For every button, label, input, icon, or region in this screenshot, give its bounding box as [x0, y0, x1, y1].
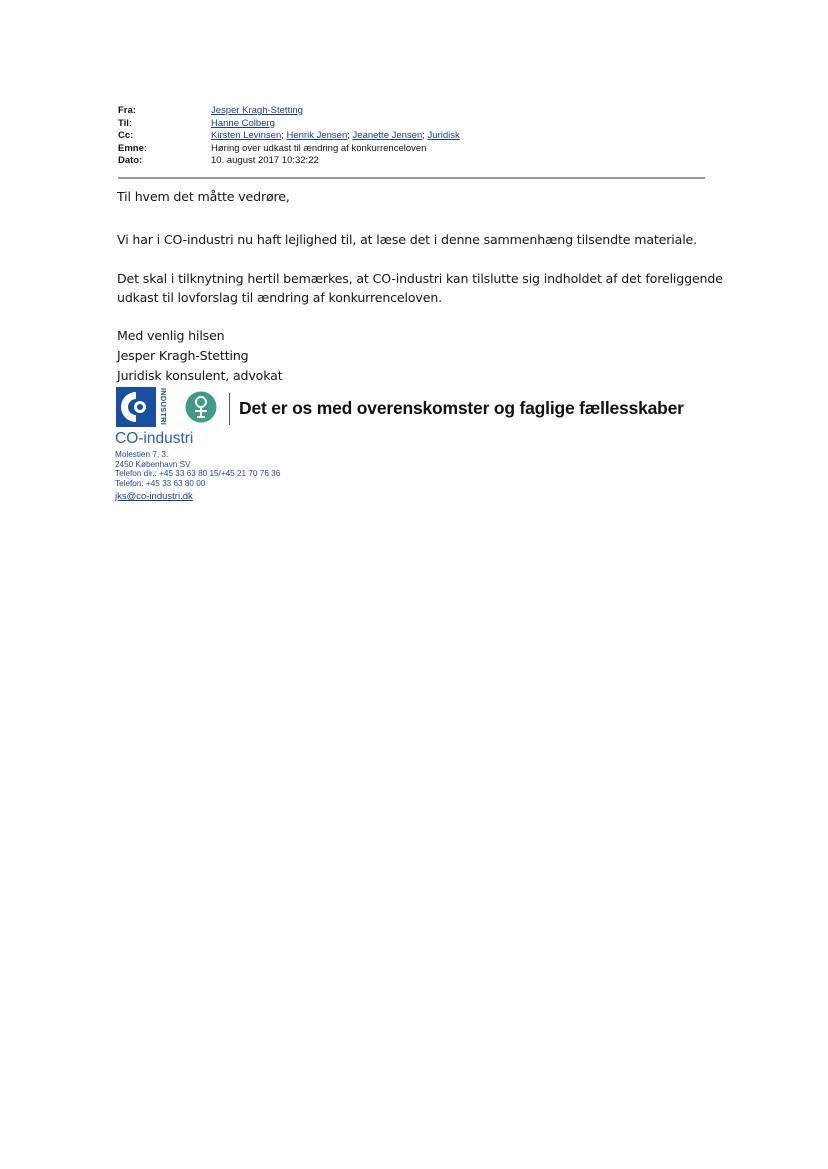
logo-divider — [229, 393, 230, 425]
cc-row — [118, 130, 708, 143]
co-industri-logo-icon — [116, 387, 156, 427]
cc-label: Cc: — [118, 130, 134, 142]
subject-label: Emne: — [118, 142, 148, 154]
cc-separator: ; — [347, 130, 350, 142]
cc-link[interactable]: Juridisk — [427, 130, 460, 142]
brand-name: CO-industri — [115, 430, 194, 447]
paragraph-2-line-2: udkast til lovforslag til ændring af konkurrenceloven. — [117, 290, 443, 305]
date-value: 10. august 2017 10:32:22 — [211, 155, 319, 167]
address-line-2: 2450 København SV — [115, 459, 191, 469]
leaf-emblem-icon — [185, 391, 217, 423]
to-link[interactable]: Hanne Colberg — [211, 117, 275, 129]
address-line-1: Molestien 7, 3. — [115, 450, 169, 459]
cc-link[interactable]: Jeanette Jensen — [352, 130, 423, 142]
phone: Telefon: +45 33 63 80 00 — [115, 478, 206, 488]
sender-name: Jesper Kragh-Stetting — [117, 348, 249, 363]
from-link[interactable]: Jesper Kragh-Stetting — [211, 105, 303, 116]
paragraph-1: Vi har i CO-industri nu haft lejlighed til, at læse det i denne sammenhæng tilsendte materiale. — [117, 232, 698, 247]
phone-direct: Telefon dir.: +45 33 63 80 15/+45 21 70 76 36 — [115, 469, 281, 478]
sender-title: Juridisk konsulent, advokat — [117, 368, 283, 383]
to-row — [118, 118, 708, 131]
cc-link[interactable]: Kirsten Levinsen — [211, 130, 282, 142]
greeting: Til hvem det måtte vedrøre, — [117, 189, 290, 204]
cc-separator: ; — [422, 130, 425, 142]
logo-vertical-text: INDUSTRI — [159, 388, 168, 426]
email-header — [118, 105, 708, 168]
header-divider — [118, 177, 705, 179]
cc-separator: ; — [281, 130, 284, 142]
cc-link[interactable]: Henrik Jensen — [286, 130, 348, 142]
date-row — [118, 155, 708, 168]
from-label: Fra: — [118, 105, 136, 116]
closing: Med venlig hilsen — [117, 328, 225, 343]
email-link[interactable]: jks@co-industri.dk — [115, 491, 193, 502]
date-label: Dato: — [118, 155, 143, 167]
from-row — [118, 105, 708, 118]
subject-value: Høring over udkast til ændring af konkurrenceloven — [211, 142, 427, 154]
paragraph-2-line-1: Det skal i tilknytning hertil bemærkes, at CO-industri kan tilslutte sig indholdet af det foreliggende — [117, 271, 723, 286]
slogan: Det er os med overenskomster og faglige fællesskaber — [239, 398, 684, 418]
subject-row — [118, 143, 708, 156]
to-label: Til: — [118, 117, 133, 129]
